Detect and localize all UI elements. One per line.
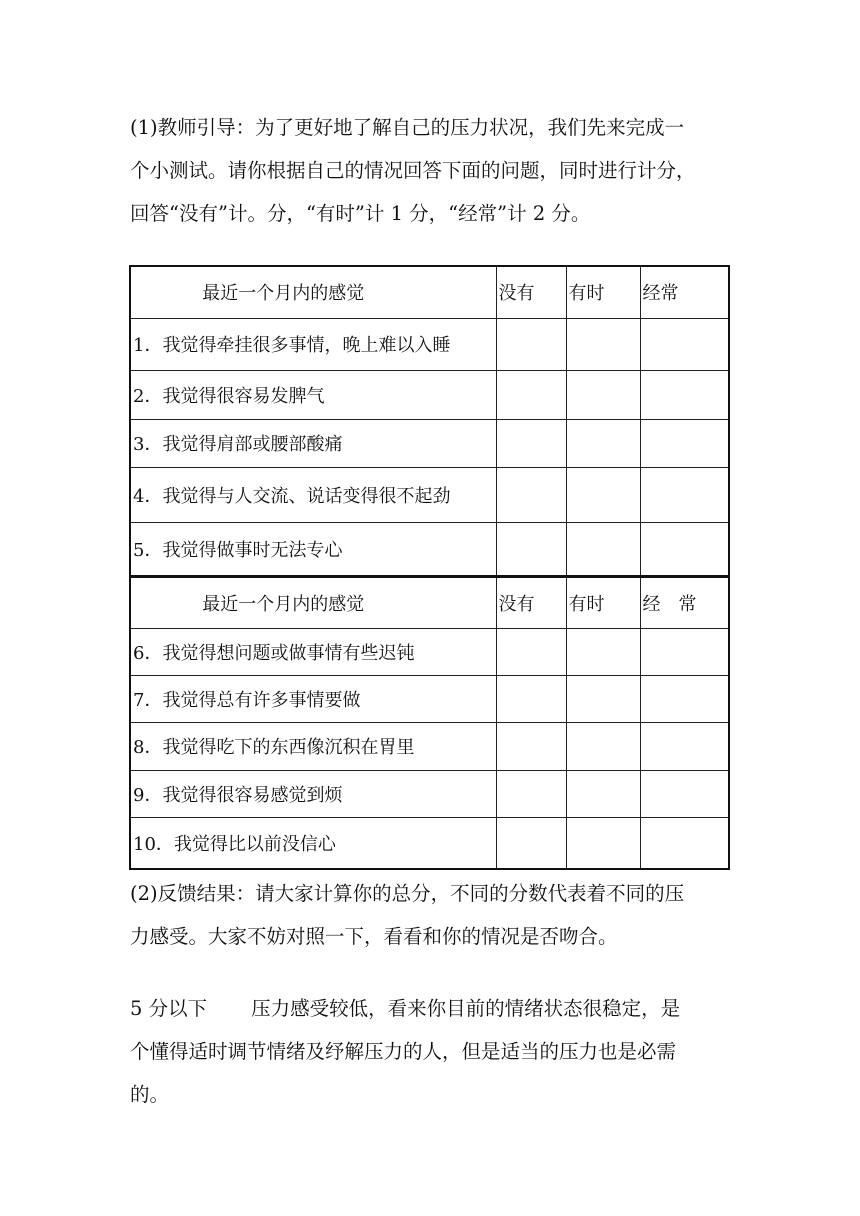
table-row xyxy=(130,628,729,675)
answer-cell-often[interactable] xyxy=(640,675,729,722)
question-text: 10．我觉得比以前没信心 xyxy=(130,817,496,869)
answer-cell-none[interactable] xyxy=(496,722,566,770)
answer-cell-often[interactable] xyxy=(640,522,729,576)
table-header-row xyxy=(130,266,729,318)
header-often: 经常 xyxy=(640,266,729,318)
question-text: 2．我觉得很容易发脾气 xyxy=(130,370,496,419)
feedback-line: (2)反馈结果：请大家计算你的总分，不同的分数代表着不同的压 xyxy=(130,882,685,905)
result-line: 的。 xyxy=(130,1083,170,1106)
intro-paragraph xyxy=(130,106,730,235)
answer-cell-none[interactable] xyxy=(496,370,566,419)
answer-cell-sometimes[interactable] xyxy=(566,522,640,576)
result-text: 压力感受较低，看来你目前的情绪状态很稳定，是 xyxy=(251,997,681,1020)
answer-cell-often[interactable] xyxy=(640,817,729,869)
question-text: 6．我觉得想问题或做事情有些迟钝 xyxy=(130,628,496,675)
header-sometimes: 有时 xyxy=(566,577,640,628)
table-row xyxy=(130,770,729,817)
question-text: 3．我觉得肩部或腰部酸痛 xyxy=(130,419,496,467)
answer-cell-none[interactable] xyxy=(496,522,566,576)
answer-cell-none[interactable] xyxy=(496,318,566,370)
intro-line: 回答“没有”计。分，“有时”计 1 分，“经常”计 2 分。 xyxy=(130,202,591,225)
answer-cell-often[interactable] xyxy=(640,419,729,467)
answer-cell-often[interactable] xyxy=(640,318,729,370)
result-paragraph xyxy=(130,987,730,1116)
feedback-paragraph xyxy=(130,872,730,958)
answer-cell-none[interactable] xyxy=(496,817,566,869)
table-row xyxy=(130,318,729,370)
answer-cell-often[interactable] xyxy=(640,370,729,419)
survey-table-2 xyxy=(129,576,730,870)
answer-cell-sometimes[interactable] xyxy=(566,770,640,817)
answer-cell-sometimes[interactable] xyxy=(566,370,640,419)
answer-cell-sometimes[interactable] xyxy=(566,419,640,467)
table-header-row xyxy=(130,577,729,628)
result-line xyxy=(130,987,730,1030)
feedback-line: 力感受。大家不妨对照一下，看看和你的情况是否吻合。 xyxy=(130,925,618,948)
answer-cell-sometimes[interactable] xyxy=(566,628,640,675)
question-text: 1．我觉得牵挂很多事情，晚上难以入睡 xyxy=(130,318,496,370)
answer-cell-often[interactable] xyxy=(640,628,729,675)
answer-cell-none[interactable] xyxy=(496,770,566,817)
question-text: 7．我觉得总有许多事情要做 xyxy=(130,675,496,722)
answer-cell-none[interactable] xyxy=(496,419,566,467)
answer-cell-often[interactable] xyxy=(640,722,729,770)
answer-cell-sometimes[interactable] xyxy=(566,817,640,869)
survey-table-1 xyxy=(129,265,730,577)
question-text: 8．我觉得吃下的东西像沉积在胃里 xyxy=(130,722,496,770)
answer-cell-sometimes[interactable] xyxy=(566,722,640,770)
intro-line: (1)教师引导：为了更好地了解自己的压力状况，我们先来完成一 xyxy=(130,116,685,139)
header-none: 没有 xyxy=(496,266,566,318)
header-feeling: 最近一个月内的感觉 xyxy=(130,577,496,628)
question-text: 9．我觉得很容易感觉到烦 xyxy=(130,770,496,817)
answer-cell-none[interactable] xyxy=(496,675,566,722)
header-sometimes: 有时 xyxy=(566,266,640,318)
header-feeling: 最近一个月内的感觉 xyxy=(130,266,496,318)
table-row xyxy=(130,817,729,869)
intro-line: 个小测试。请你根据自己的情况回答下面的问题，同时进行计分， xyxy=(130,159,696,182)
header-often: 经 常 xyxy=(640,577,729,628)
table-row xyxy=(130,370,729,419)
table-row xyxy=(130,522,729,576)
answer-cell-often[interactable] xyxy=(640,770,729,817)
table-row xyxy=(130,675,729,722)
question-text: 5．我觉得做事时无法专心 xyxy=(130,522,496,576)
table-row xyxy=(130,467,729,522)
table-row xyxy=(130,722,729,770)
table-row xyxy=(130,419,729,467)
answer-cell-often[interactable] xyxy=(640,467,729,522)
score-range: 5 分以下 xyxy=(130,997,208,1020)
question-text: 4．我觉得与人交流、说话变得很不起劲 xyxy=(130,467,496,522)
result-line: 个懂得适时调节情绪及纾解压力的人，但是适当的压力也是必需 xyxy=(130,1040,677,1063)
answer-cell-sometimes[interactable] xyxy=(566,675,640,722)
answer-cell-sometimes[interactable] xyxy=(566,318,640,370)
header-none: 没有 xyxy=(496,577,566,628)
answer-cell-sometimes[interactable] xyxy=(566,467,640,522)
answer-cell-none[interactable] xyxy=(496,467,566,522)
answer-cell-none[interactable] xyxy=(496,628,566,675)
